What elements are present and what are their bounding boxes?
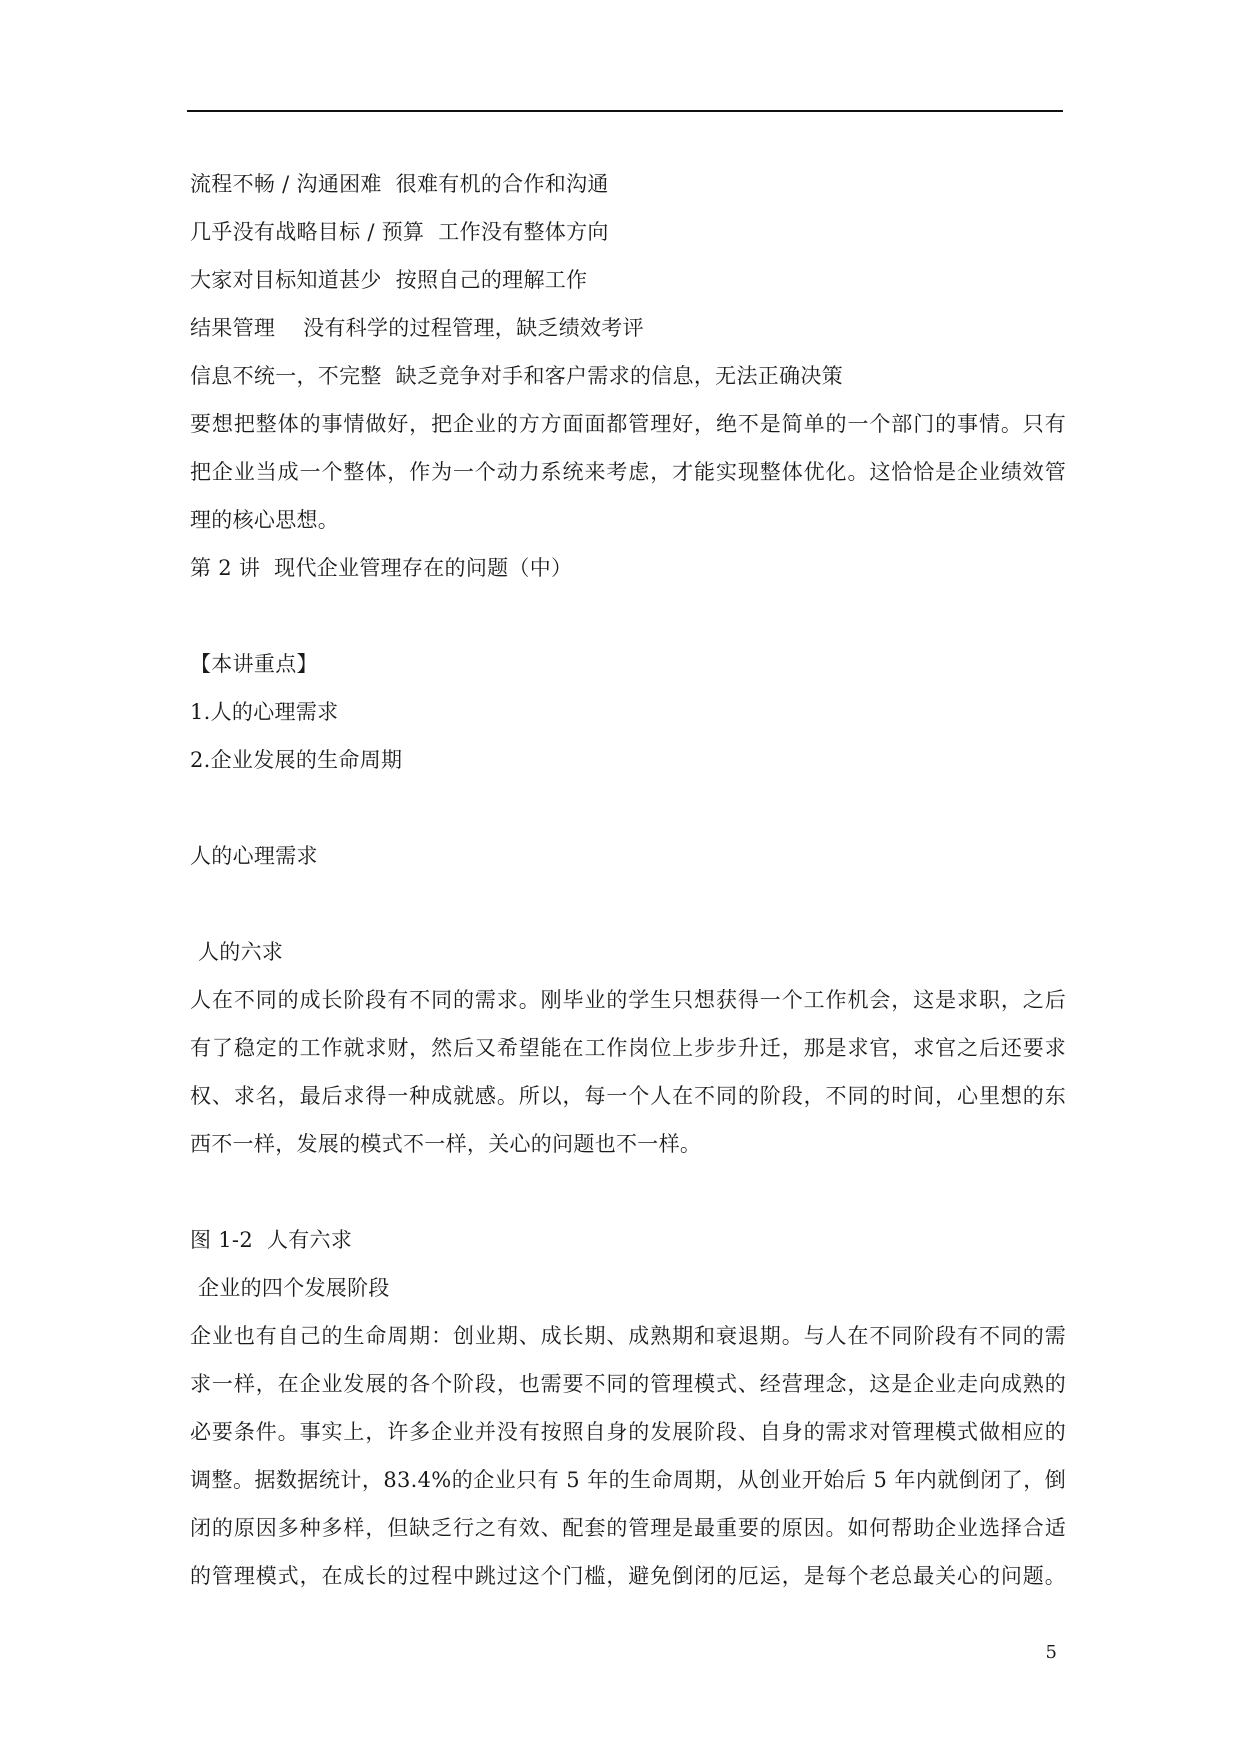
list-item: 结果管理 没有科学的过程管理，缺乏绩效考评 bbox=[190, 316, 644, 340]
page-number: 5 bbox=[1045, 1642, 1057, 1663]
paragraph-line: 的管理模式，在成长的过程中跳过这个门槛，避免倒闭的厄运，是每个老总最关心的问题。 bbox=[190, 1564, 1066, 1588]
list-item: 几乎没有战略目标 / 预算 工作没有整体方向 bbox=[190, 220, 609, 244]
lecture-title: 第 2 讲 现代企业管理存在的问题（中） bbox=[190, 556, 573, 580]
paragraph-line: 权、求名，最后求得一种成就感。所以，每一个人在不同的阶段，不同的时间，心里想的东 bbox=[190, 1084, 1066, 1108]
list-item: 流程不畅 / 沟通困难 很难有机的合作和沟通 bbox=[190, 172, 609, 196]
list-item: 信息不统一，不完整 缺乏竞争对手和客户需求的信息，无法正确决策 bbox=[190, 364, 843, 388]
paragraph-line: 西不一样，发展的模式不一样，关心的问题也不一样。 bbox=[190, 1132, 702, 1156]
paragraph-line: 求一样，在企业发展的各个阶段，也需要不同的管理模式、经营理念，这是企业走向成熟的 bbox=[190, 1372, 1066, 1396]
paragraph-line: 调整。据数据统计，83.4%的企业只有 5 年的生命周期，从创业开始后 5 年内就倒闭了，倒 bbox=[190, 1468, 1066, 1492]
subsection-title: 人的六求 bbox=[198, 940, 284, 964]
paragraph-line: 人在不同的成长阶段有不同的需求。刚毕业的学生只想获得一个工作机会，这是求职，之后 bbox=[190, 988, 1066, 1012]
paragraph-line: 要想把整体的事情做好，把企业的方方面面都管理好，绝不是简单的一个部门的事情。只有 bbox=[190, 412, 1066, 436]
figure-caption: 图 1-2 人有六求 bbox=[190, 1228, 353, 1252]
paragraph-line: 闭的原因多种多样，但缺乏行之有效、配套的管理是最重要的原因。如何帮助企业选择合适 bbox=[190, 1516, 1066, 1540]
key-point-item: 2.企业发展的生命周期 bbox=[190, 748, 403, 772]
key-points-heading: 【本讲重点】 bbox=[190, 652, 318, 676]
paragraph-line: 必要条件。事实上，许多企业并没有按照自身的发展阶段、自身的需求对管理模式做相应的 bbox=[190, 1420, 1066, 1444]
key-point-item: 1.人的心理需求 bbox=[190, 700, 339, 724]
paragraph-line: 企业也有自己的生命周期：创业期、成长期、成熟期和衰退期。与人在不同阶段有不同的需 bbox=[190, 1324, 1066, 1348]
section-title: 人的心理需求 bbox=[190, 844, 318, 868]
header-rule bbox=[187, 110, 1063, 112]
paragraph-line: 理的核心思想。 bbox=[190, 508, 340, 532]
paragraph-line: 把企业当成一个整体，作为一个动力系统来考虑，才能实现整体优化。这恰恰是企业绩效管 bbox=[190, 460, 1066, 484]
page-body bbox=[190, 160, 1066, 1600]
subsection-title: 企业的四个发展阶段 bbox=[198, 1276, 390, 1300]
list-item: 大家对目标知道甚少 按照自己的理解工作 bbox=[190, 268, 588, 292]
paragraph-line: 有了稳定的工作就求财，然后又希望能在工作岗位上步步升迁，那是求官，求官之后还要求 bbox=[190, 1036, 1066, 1060]
